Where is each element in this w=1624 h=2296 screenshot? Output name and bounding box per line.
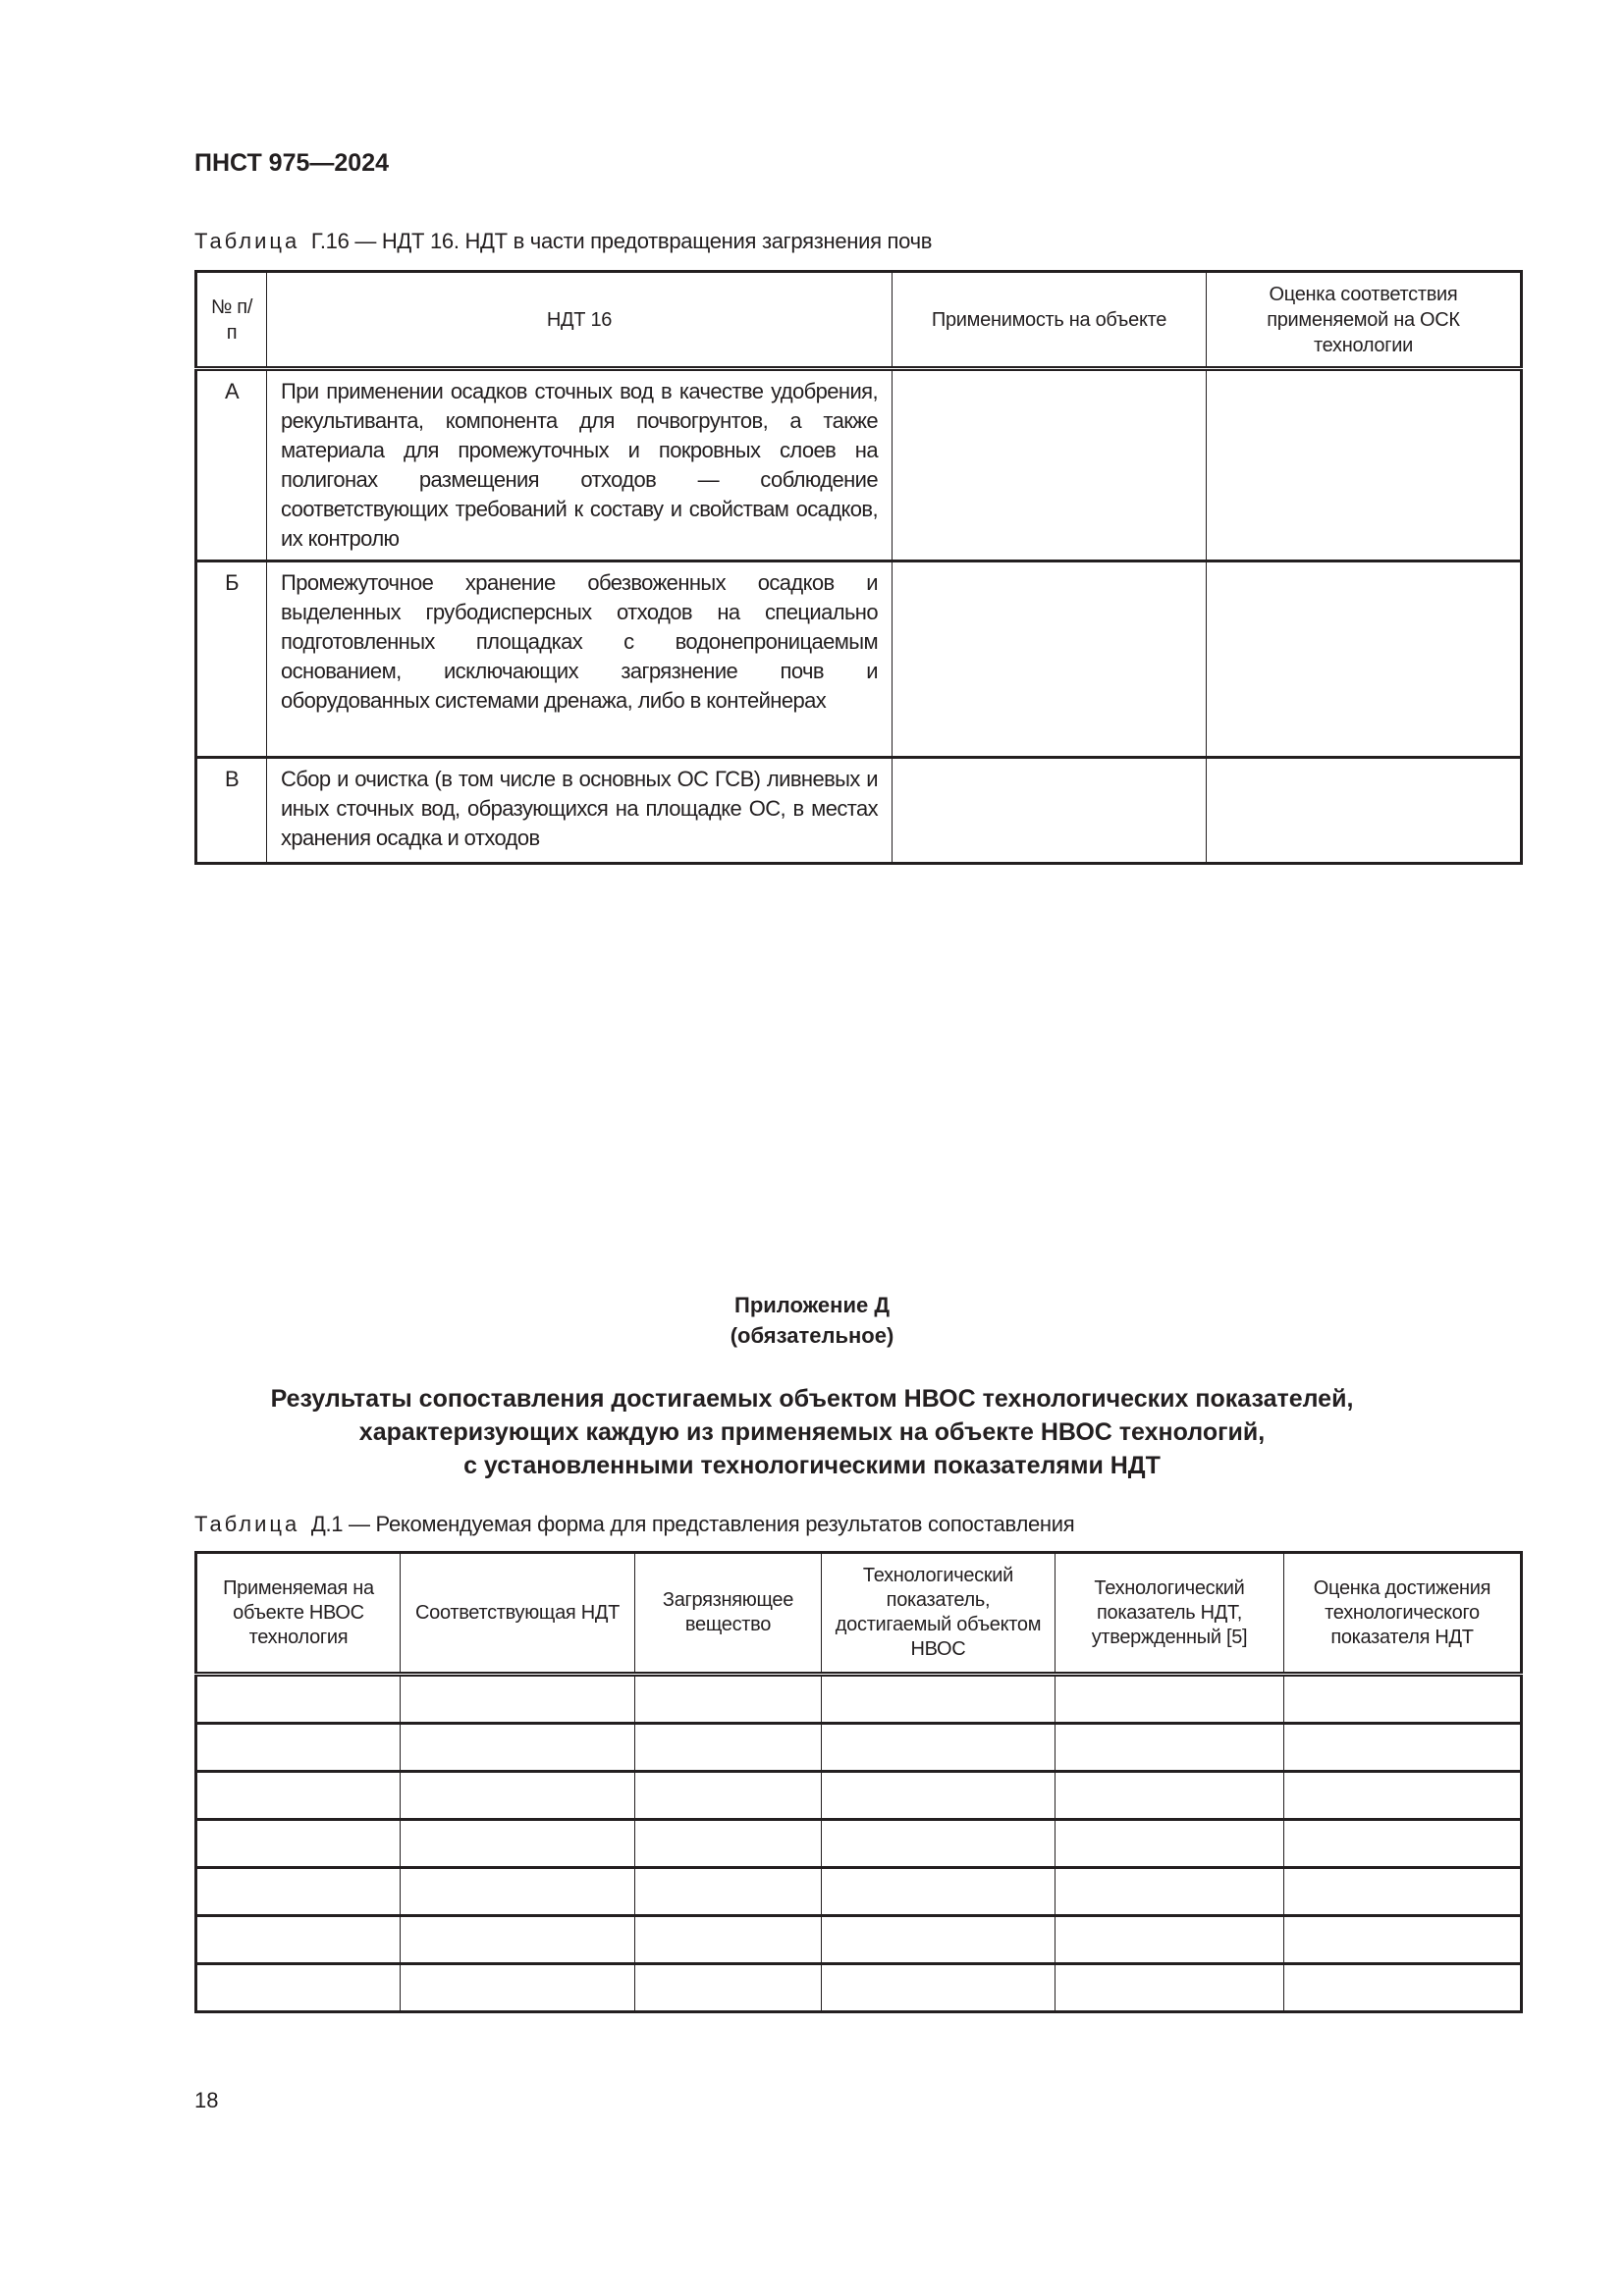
column-header: Применимость на объекте xyxy=(893,272,1207,369)
assessment-cell xyxy=(1207,758,1522,864)
empty-cell xyxy=(635,1724,822,1772)
column-header: Технологический показатель НДТ, утвержденный [5] xyxy=(1056,1553,1284,1675)
table-row xyxy=(196,1772,1522,1820)
empty-cell xyxy=(196,1675,401,1724)
column-header: Применяемая на объекте НВОС технология xyxy=(196,1553,401,1675)
empty-cell xyxy=(822,1772,1056,1820)
assessment-cell xyxy=(1207,369,1522,561)
empty-cell xyxy=(196,1724,401,1772)
empty-cell xyxy=(635,1916,822,1964)
empty-cell xyxy=(196,1820,401,1868)
empty-cell xyxy=(1284,1772,1522,1820)
table-d1-caption xyxy=(194,1512,1074,1537)
applicability-cell xyxy=(893,561,1207,758)
empty-cell xyxy=(635,1868,822,1916)
empty-cell xyxy=(822,1820,1056,1868)
empty-cell xyxy=(1284,1916,1522,1964)
table-row xyxy=(196,1675,1522,1724)
row-number: А xyxy=(196,369,267,561)
appendix-label: Приложение Д xyxy=(734,1293,890,1317)
empty-cell xyxy=(1056,1820,1284,1868)
table-d1 xyxy=(194,1551,1523,2013)
empty-cell xyxy=(401,1675,635,1724)
column-header: Загрязняющее вещество xyxy=(635,1553,822,1675)
table-header-row xyxy=(196,272,1522,369)
empty-cell xyxy=(196,1772,401,1820)
empty-cell xyxy=(1284,1675,1522,1724)
empty-cell xyxy=(1056,1772,1284,1820)
table-row xyxy=(196,369,1522,561)
empty-cell xyxy=(1284,1964,1522,2012)
table-header-row xyxy=(196,1553,1522,1675)
table-row xyxy=(196,1916,1522,1964)
table-row xyxy=(196,1820,1522,1868)
empty-cell xyxy=(1284,1868,1522,1916)
empty-cell xyxy=(196,1868,401,1916)
empty-cell xyxy=(401,1964,635,2012)
caption-text: Д.1 — Рекомендуемая форма для представления результатов сопоставления xyxy=(310,1512,1075,1536)
column-header: Оценка достижения технологического показателя НДТ xyxy=(1284,1553,1522,1675)
column-header: № п/п xyxy=(196,272,267,369)
empty-cell xyxy=(1284,1724,1522,1772)
column-header: НДТ 16 xyxy=(267,272,893,369)
empty-cell xyxy=(1056,1868,1284,1916)
column-header: Оценка соответствия применяемой на ОСК технологии xyxy=(1207,272,1522,369)
appendix-title-line: Результаты сопоставления достигаемых объектом НВОС технологических показателей, xyxy=(270,1385,1354,1413)
empty-cell xyxy=(1056,1916,1284,1964)
applicability-cell xyxy=(893,369,1207,561)
row-text: Промежуточное хранение обезвоженных осадков и выделенных грубодисперсных отходов на специально подготовленных площадках с водонепроницаемым основанием, исключающих загрязнение почв и оборудованных системами дренажа, либо в контейнерах xyxy=(267,561,893,758)
table-row xyxy=(196,1868,1522,1916)
empty-cell xyxy=(401,1820,635,1868)
empty-cell xyxy=(635,1772,822,1820)
empty-cell xyxy=(1056,1964,1284,2012)
empty-cell xyxy=(1056,1675,1284,1724)
table-row xyxy=(196,1964,1522,2012)
document-code: ПНСТ 975—2024 xyxy=(194,149,389,177)
row-text: Сбор и очистка (в том числе в основных ОС ГСВ) ливневых и иных сточных вод, образующихся на площадке ОС, в местах хранения осадка и отходов xyxy=(267,758,893,864)
table-row xyxy=(196,1724,1522,1772)
empty-cell xyxy=(401,1724,635,1772)
applicability-cell xyxy=(893,758,1207,864)
empty-cell xyxy=(822,1916,1056,1964)
table-row xyxy=(196,758,1522,864)
appendix-status: (обязательное) xyxy=(730,1323,894,1348)
caption-prefix: Таблица xyxy=(194,229,300,253)
empty-cell xyxy=(822,1724,1056,1772)
empty-cell xyxy=(635,1964,822,2012)
table-g16-caption xyxy=(194,229,932,254)
row-number: Б xyxy=(196,561,267,758)
page-number: 18 xyxy=(194,2088,219,2112)
empty-cell xyxy=(1056,1724,1284,1772)
table-g16 xyxy=(194,270,1523,865)
empty-cell xyxy=(635,1675,822,1724)
appendix-title-line: с установленными технологическими показателями НДТ xyxy=(463,1452,1161,1479)
column-header: Технологический показатель, достигаемый объектом НВОС xyxy=(822,1553,1056,1675)
empty-cell xyxy=(635,1820,822,1868)
empty-cell xyxy=(401,1868,635,1916)
empty-cell xyxy=(822,1964,1056,2012)
column-header: Соответствующая НДТ xyxy=(401,1553,635,1675)
caption-prefix: Таблица xyxy=(194,1512,300,1536)
assessment-cell xyxy=(1207,561,1522,758)
empty-cell xyxy=(401,1916,635,1964)
appendix-title-line: характеризующих каждую из применяемых на объекте НВОС технологий, xyxy=(358,1418,1266,1446)
caption-text: Г.16 — НДТ 16. НДТ в части предотвращения загрязнения почв xyxy=(310,229,933,253)
empty-cell xyxy=(196,1916,401,1964)
row-text: При применении осадков сточных вод в качестве удобрения, рекультиванта, компонента для почвогрунтов, а также материала для промежуточных и покровных слоев на полигонах размещения отходов — соблюдение соответствующих требований к составу и свойствам осадков, их контролю xyxy=(267,369,893,561)
row-number: В xyxy=(196,758,267,864)
empty-cell xyxy=(822,1868,1056,1916)
empty-cell xyxy=(822,1675,1056,1724)
empty-cell xyxy=(1284,1820,1522,1868)
empty-cell xyxy=(196,1964,401,2012)
table-row xyxy=(196,561,1522,758)
empty-cell xyxy=(401,1772,635,1820)
